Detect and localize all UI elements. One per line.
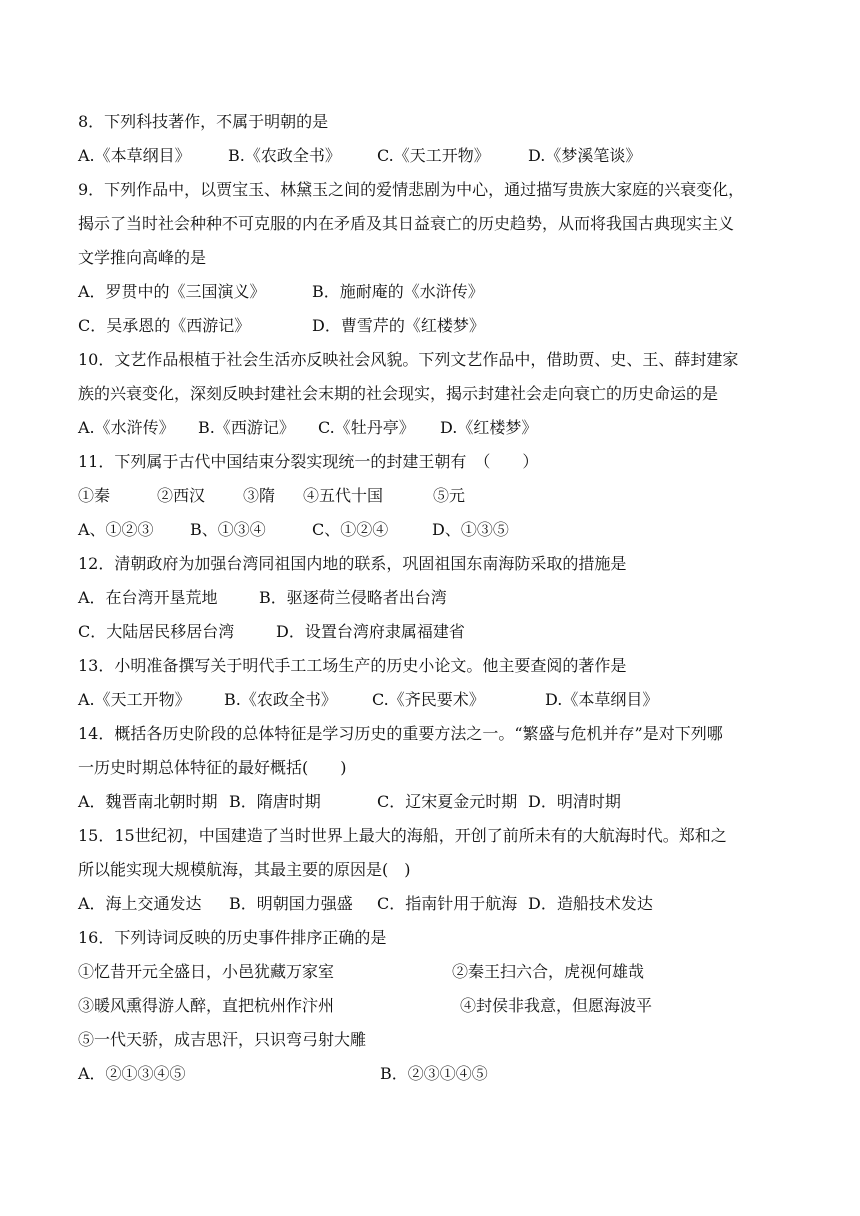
q10-option-b: B.《西游记》 <box>198 418 295 437</box>
q9-option-a: A．罗贯中的《三国演义》 <box>78 282 266 301</box>
q12-option-b: B．驱逐荷兰侵略者出台湾 <box>259 588 447 607</box>
q16-item-2: ②秦王扫六合，虎视何雄哉 <box>452 962 645 981</box>
q11-item-1: ①秦 <box>78 486 111 505</box>
q11-option-d: D、①③⑤ <box>432 520 509 539</box>
q9-stem-line3: 文学推向高峰的是 <box>78 248 207 267</box>
q10-option-d: D.《红楼梦》 <box>440 418 538 437</box>
q15-option-d: D．造船技术发达 <box>528 894 653 913</box>
q11-stem: 11．下列属于古代中国结束分裂实现统一的封建王朝有 （ ） <box>78 452 539 471</box>
q13-option-a: A.《天工开物》 <box>78 690 191 709</box>
q12-stem: 12．清朝政府为加强台湾同祖国内地的联系，巩固祖国东南海防采取的措施是 <box>78 554 627 573</box>
q12-option-c: C．大陆居民移居台湾 <box>78 622 235 641</box>
q9-stem-line2: 揭示了当时社会种种不可克服的内在矛盾及其日益衰亡的历史趋势，从而将我国古典现实主义 <box>78 214 735 233</box>
q13-option-d: D.《本草纲目》 <box>545 690 659 709</box>
q8-option-b: B.《农政全书》 <box>228 146 341 165</box>
q16-item-3: ③暖风熏得游人醉，直把杭州作汴州 <box>78 996 335 1015</box>
q11-item-3: ③隋 <box>243 486 276 505</box>
q13-stem: 13．小明准备撰写关于明代手工工场生产的历史小论文。他主要查阅的著作是 <box>78 656 627 675</box>
q15-stem-line1: 15．15世纪初，中国建造了当时世界上最大的海船，开创了前所未有的大航海时代。郑和之 <box>78 826 727 845</box>
q8-stem: 8．下列科技著作，不属于明朝的是 <box>78 112 329 131</box>
q15-option-a: A．海上交通发达 <box>78 894 202 913</box>
q14-option-d: D．明清时期 <box>528 792 621 811</box>
q14-option-a: A．魏晋南北朝时期 <box>78 792 218 811</box>
q16-stem: 16．下列诗词反映的历史事件排序正确的是 <box>78 928 387 947</box>
q9-stem-line1: 9．下列作品中，以贾宝玉、林黛玉之间的爱情悲剧为中心，通过描写贵族大家庭的兴衰变化， <box>78 180 745 199</box>
q14-option-b: B．隋唐时期 <box>229 792 321 811</box>
q11-option-a: A、①②③ <box>78 520 154 539</box>
q12-option-d: D．设置台湾府隶属福建省 <box>276 622 465 641</box>
q16-item-1: ①忆昔开元全盛日，小邑犹藏万家室 <box>78 962 335 981</box>
q8-option-d: D.《梦溪笔谈》 <box>528 146 642 165</box>
q14-stem-line2: 一历史时期总体特征的最好概括( ) <box>78 758 347 777</box>
q11-option-c: C、①②④ <box>312 520 389 539</box>
q9-option-d: D．曹雪芹的《红楼梦》 <box>312 316 485 335</box>
q9-option-c: C．吴承恩的《西游记》 <box>78 316 251 335</box>
q14-option-c: C．辽宋夏金元时期 <box>377 792 518 811</box>
q9-option-b: B．施耐庵的《水浒传》 <box>312 282 484 301</box>
q10-stem-line2: 族的兴衰变化，深刻反映封建社会末期的社会现实，揭示封建社会走向衰亡的历史命运的是 <box>78 384 719 403</box>
q16-option-a: A．②①③④⑤ <box>78 1064 186 1083</box>
q13-option-b: B.《农政全书》 <box>224 690 337 709</box>
q11-item-5: ⑤元 <box>433 486 466 505</box>
q10-stem-line1: 10．文艺作品根植于社会生活亦反映社会风貌。下列文艺作品中，借助贾、史、王、薛封建家 <box>78 350 739 369</box>
q8-option-a: A.《本草纲目》 <box>78 146 191 165</box>
q10-option-a: A.《水浒传》 <box>78 418 175 437</box>
q8-option-c: C.《天工开物》 <box>377 146 490 165</box>
q15-option-b: B．明朝国力强盛 <box>229 894 353 913</box>
q14-stem-line1: 14．概括各历史阶段的总体特征是学习历史的重要方法之一。“繁盛与危机并存”是对下列哪 <box>78 724 723 743</box>
q11-option-b: B、①③④ <box>190 520 266 539</box>
q15-stem-line2: 所以能实现大规模航海，其最主要的原因是( ) <box>78 860 411 879</box>
q16-item-4: ④封侯非我意，但愿海波平 <box>460 996 653 1015</box>
q11-item-4: ④五代十国 <box>303 486 384 505</box>
q16-item-5: ⑤一代天骄，成吉思汗，只识弯弓射大雕 <box>78 1030 367 1049</box>
q16-option-b: B．②③①④⑤ <box>380 1064 488 1083</box>
q10-option-c: C.《牡丹亭》 <box>318 418 415 437</box>
q12-option-a: A．在台湾开垦荒地 <box>78 588 218 607</box>
q11-item-2: ②西汉 <box>157 486 206 505</box>
q13-option-c: C.《齐民要术》 <box>372 690 485 709</box>
q15-option-c: C．指南针用于航海 <box>377 894 518 913</box>
